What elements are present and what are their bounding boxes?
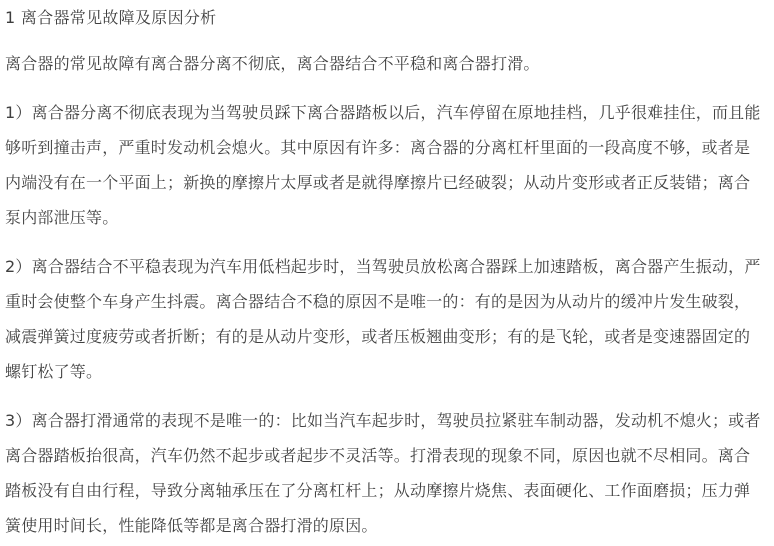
paragraph-clutch-slipping: 3）离合器打滑通常的表现不是唯一的：比如当汽车起步时，驾驶员拉紧驻车制动器，发动机不熄火；或者离合器踏板抬很高，汽车仍然不起步或者起步不灵活等。打滑表现的现象不同，原因也就不尽相同。离合踏板没有自由行程，导致分离轴承压在了分离杠杆上；从动摩擦片烧焦、表面硬化、工作面磨损；压力弹簧使用时间长，性能降低等都是离合器打滑的原因。 [5,411,761,535]
paragraph-unsteady-engagement: 2）离合器结合不平稳表现为汽车用低档起步时，当驾驶员放松离合器踩上加速踏板，离合器产生振动，严重时会使整个车身产生抖震。离合器结合不稳的原因不是唯一的：有的是因为从动片的缓冲片发生破裂，减震弹簧过度疲劳或者折断；有的是从动片变形，或者压板翘曲变形；有的是飞轮，或者是变速器固定的螺钉松了等。 [5,257,761,381]
article [0,4,774,546]
intro-paragraph: 离合器的常见故障有离合器分离不彻底，离合器结合不平稳和离合器打滑。 [5,54,540,73]
article-title: 1 离合器常见故障及原因分析 [5,8,217,27]
paragraph-incomplete-disengagement: 1）离合器分离不彻底表现为当驾驶员踩下离合器踏板以后，汽车停留在原地挂档，几乎很难挂住，而且能够听到撞击声，严重时发动机会熄火。其中原因有许多：离合器的分离杠杆里面的一段高度不够，或者是内端没有在一个平面上；新换的摩擦片太厚或者是就得摩擦片已经破裂；从动片变形或者正反装错；离合泵内部泄压等。 [5,103,761,227]
